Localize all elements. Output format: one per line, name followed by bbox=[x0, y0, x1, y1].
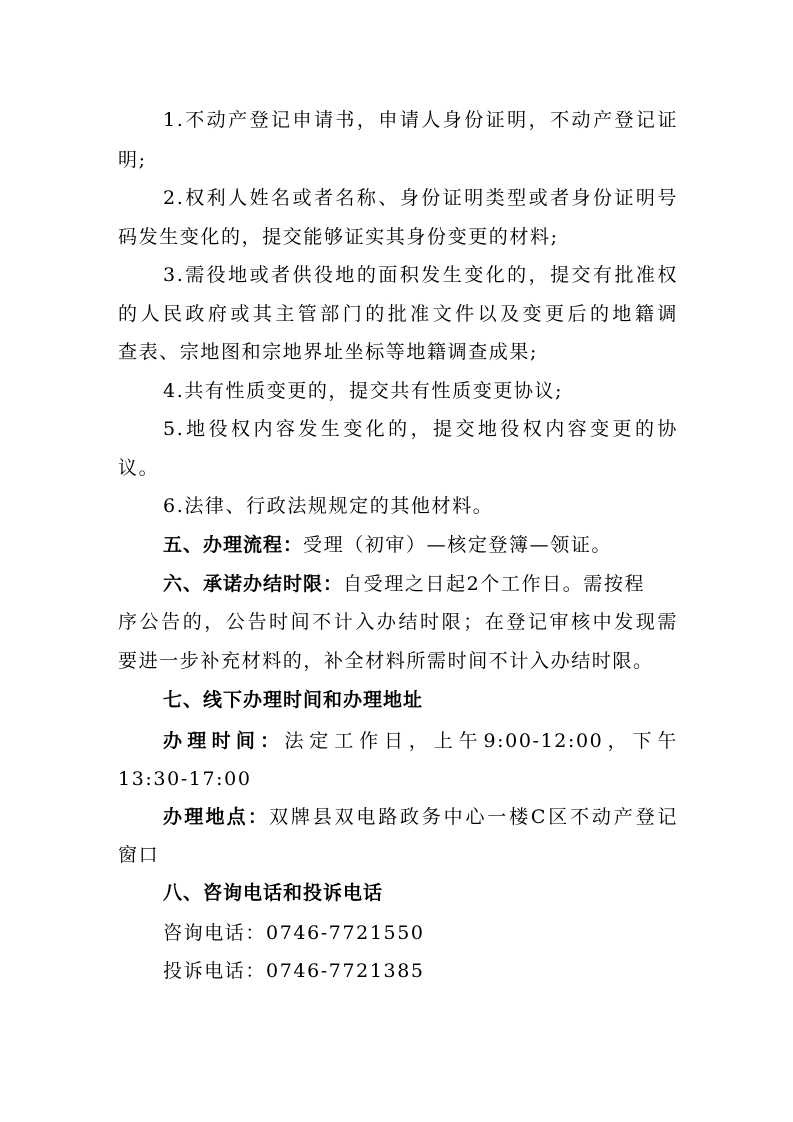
section-8-heading: 八、咨询电话和投诉电话 bbox=[163, 882, 384, 904]
item-1-line-1: 1.不动产登记申请书，申请人身份证明，不动产登记证 bbox=[163, 109, 678, 131]
complaint-phone: 投诉电话：0746-7721385 bbox=[163, 960, 425, 982]
section-7-heading: 七、线下办理时间和办理地址 bbox=[163, 689, 424, 711]
section-6-text-1: 自受理之日起2个工作日。需按程 bbox=[343, 573, 646, 595]
item-3-line-2: 的人民政府或其主管部门的批准文件以及变更后的地籍调 bbox=[118, 303, 678, 325]
time-text: 法定工作日，上午9:00-12:00，下午 bbox=[284, 730, 678, 752]
place-text: 双牌县双电路政务中心一楼C区不动产登记 bbox=[269, 806, 678, 828]
section-7-place-line-1 bbox=[163, 805, 678, 829]
item-2-line-2: 码发生变化的，提交能够证实其身份变更的材料; bbox=[118, 226, 559, 248]
item-4-line-1: 4.共有性质变更的，提交共有性质变更协议; bbox=[163, 380, 564, 402]
section-7-time-line-1 bbox=[163, 729, 678, 753]
item-3-line-1: 3.需役地或者供役地的面积发生变化的，提交有批准权 bbox=[163, 264, 678, 286]
section-6-heading: 六、承诺办结时限： bbox=[163, 573, 344, 595]
item-5-line-1: 5.地役权内容发生变化的，提交地役权内容变更的协 bbox=[163, 418, 678, 440]
section-7-place-line-2: 窗口 bbox=[118, 844, 160, 866]
item-2-line-1: 2.权利人姓名或者名称、身份证明类型或者身份证明号 bbox=[163, 187, 678, 209]
section-7-time-line-2: 13:30-17:00 bbox=[118, 768, 252, 790]
place-label: 办理地点： bbox=[163, 806, 270, 828]
item-1-line-2: 明; bbox=[118, 149, 147, 171]
section-6-line-1 bbox=[163, 572, 678, 596]
section-5-heading: 五、办理流程： bbox=[163, 534, 304, 556]
consult-phone: 咨询电话：0746-7721550 bbox=[163, 922, 425, 944]
section-5-line bbox=[163, 533, 678, 557]
item-5-line-2: 议。 bbox=[118, 457, 160, 479]
item-3-line-3: 查表、宗地图和宗地界址坐标等地籍调查成果; bbox=[118, 341, 539, 363]
time-label: 办理时间： bbox=[163, 730, 285, 752]
section-5-text: 受理（初审）—核定登簿—领证。 bbox=[303, 534, 613, 556]
section-6-line-3: 要进一步补充材料的，补全材料所需时间不计入办结时限。 bbox=[118, 650, 654, 672]
item-6-line-1: 6.法律、行政法规规定的其他材料。 bbox=[163, 495, 494, 517]
section-6-line-2: 序公告的，公告时间不计入办结时限；在登记审核中发现需 bbox=[118, 611, 678, 633]
